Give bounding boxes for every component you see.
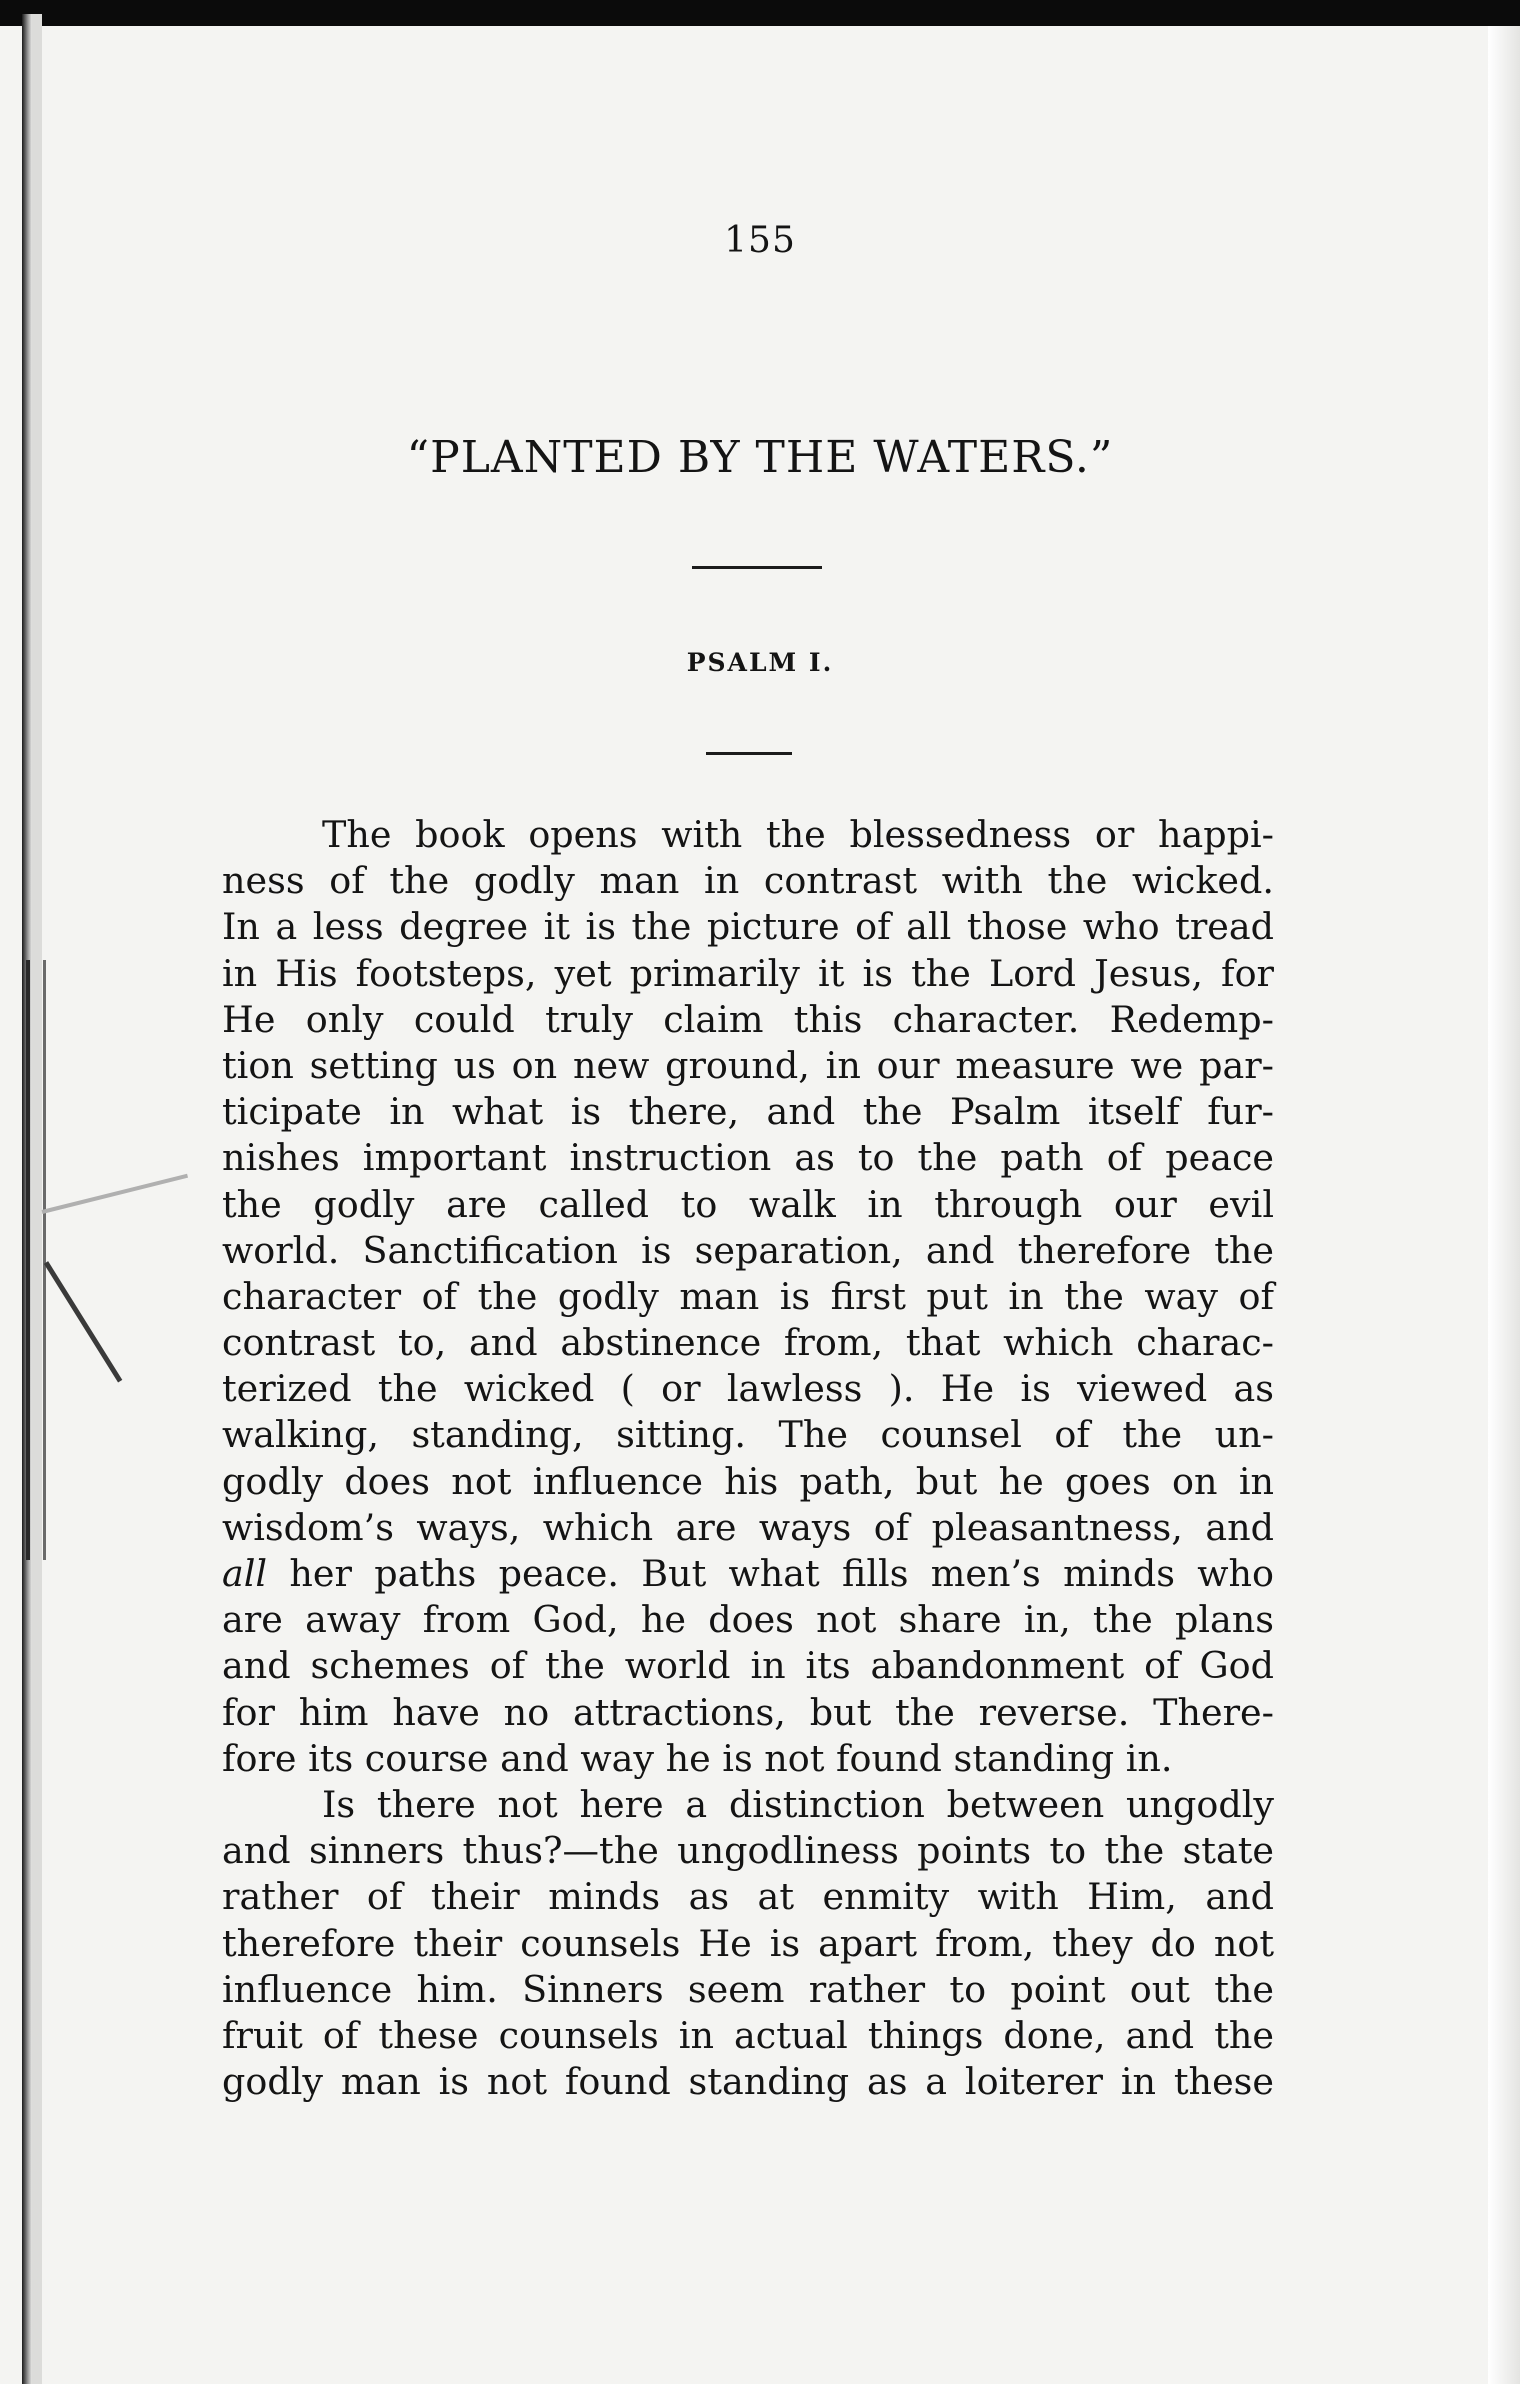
psalm-reference: PSALM I. — [686, 648, 834, 677]
text-line-content: character of the godly man is first put in the way of — [222, 1274, 1274, 1318]
text-line — [222, 2013, 1274, 2059]
text-line — [222, 858, 1274, 904]
section-rule — [706, 752, 792, 755]
text-line-content: contrast to, and abstinence from, that which charac- — [222, 1321, 1274, 1365]
text-line — [222, 951, 1274, 997]
text-line — [222, 1320, 1274, 1366]
text-line-content: in His footsteps, yet primarily it is the Lord Jesus, for — [222, 951, 1274, 995]
body-text — [222, 812, 1274, 2105]
text-line-content: ticipate in what is there, and the Psalm itself fur- — [222, 1090, 1274, 1134]
emphasized-word: all — [222, 1552, 268, 1595]
text-line — [222, 1551, 1274, 1597]
text-line — [222, 1412, 1274, 1458]
text-line — [222, 1459, 1274, 1505]
text-line — [222, 1274, 1274, 1320]
text-line-content: wisdom’s ways, which are ways of pleasantness, and — [222, 1505, 1274, 1549]
text-line-content: He only could truly claim this character. Redemp- — [222, 997, 1274, 1041]
text-line-content: fruit of these counsels in actual things done, and the — [222, 2013, 1274, 2057]
text-line — [222, 1782, 1274, 1828]
text-line — [222, 1182, 1274, 1228]
text-line — [222, 1967, 1274, 2013]
text-line-content: influence him. Sinners seem rather to point out the — [222, 1967, 1274, 2011]
text-line — [222, 904, 1274, 950]
text-line — [222, 1089, 1274, 1135]
text-line — [222, 1736, 1274, 1782]
text-line — [222, 1597, 1274, 1643]
text-line-content: tion setting us on new ground, in our measure we par- — [222, 1043, 1274, 1087]
page-top-edge-shadow — [0, 0, 1520, 26]
text-line-content: godly man is not found standing as a loiterer in these — [222, 2060, 1274, 2104]
text-line-content: are away from God, he does not share in, the plans — [222, 1598, 1274, 1642]
text-line-content: nishes important instruction as to the path of peace — [222, 1136, 1274, 1180]
text-line-content: her paths peace. But what fills men’s minds who — [267, 1552, 1274, 1595]
text-line-content: godly does not influence his path, but he goes on in — [222, 1459, 1274, 1503]
text-line-content: fore its course and way he is not found standing in. — [222, 1736, 1173, 1780]
text-line — [222, 812, 1274, 858]
text-line-content: rather of their minds as at enmity with Him, and — [222, 1875, 1274, 1919]
binding-thread — [26, 960, 46, 1560]
text-line — [222, 2059, 1274, 2105]
text-line-content: for him have no attractions, but the reverse. There- — [222, 1690, 1274, 1734]
text-line-content: world. Sanctification is separation, and therefore the — [222, 1228, 1274, 1272]
text-line — [222, 1043, 1274, 1089]
text-line — [222, 1828, 1274, 1874]
text-line — [222, 1921, 1274, 1967]
text-line — [222, 1505, 1274, 1551]
text-line — [222, 1228, 1274, 1274]
text-line-content: In a less degree it is the picture of all those who tread — [222, 905, 1274, 949]
page-number: 155 — [724, 220, 796, 261]
text-line — [222, 1874, 1274, 1920]
text-line-content: and schemes of the world in its abandonment of God — [222, 1644, 1274, 1688]
text-line — [222, 1366, 1274, 1412]
text-line-content: ness of the godly man in contrast with the wicked. — [222, 859, 1274, 903]
text-line — [222, 1690, 1274, 1736]
text-line-content: The book opens with the blessedness or happi- — [322, 813, 1274, 856]
page-right-edge — [1488, 26, 1520, 2384]
text-line — [222, 997, 1274, 1043]
text-line — [222, 1643, 1274, 1689]
text-line-content: terized the wicked ( or lawless ). He is viewed as — [222, 1367, 1274, 1411]
text-line — [222, 1135, 1274, 1181]
text-line-content: therefore their counsels He is apart from, they do not — [222, 1921, 1274, 1965]
text-line-content: the godly are called to walk in through our evil — [222, 1182, 1274, 1226]
title-rule — [692, 566, 822, 569]
text-line-content: Is there not here a distinction between ungodly — [322, 1782, 1274, 1826]
text-line-content: walking, standing, sitting. The counsel of the un- — [222, 1413, 1274, 1457]
text-line-content: and sinners thus?—the ungodliness points to the state — [222, 1829, 1274, 1873]
chapter-title: “PLANTED BY THE WATERS.” — [406, 432, 1114, 483]
